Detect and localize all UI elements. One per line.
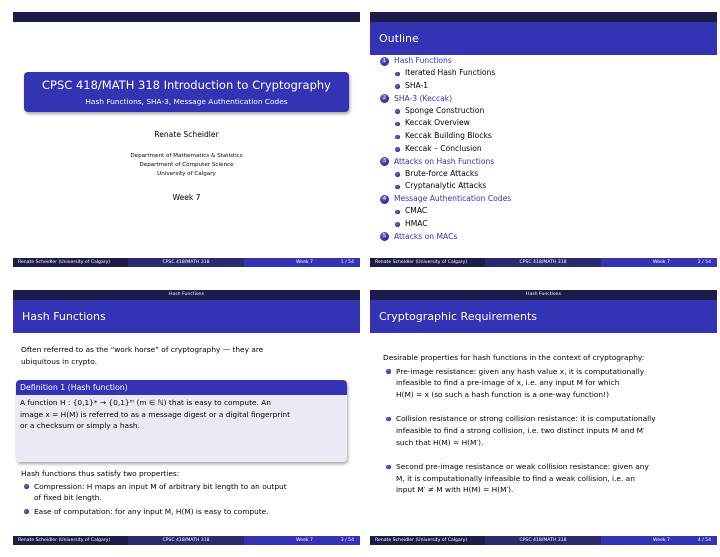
frame-title: Outline	[370, 22, 717, 55]
outline-subsection-label: Iterated Hash Functions	[405, 68, 496, 78]
week-label: Week 7	[172, 193, 201, 202]
footer-week: Week 7	[653, 260, 670, 265]
footer-author: Renate Scheidler (University of Calgary)	[370, 536, 485, 545]
bullet-icon	[386, 417, 391, 422]
properties-intro: Hash functions thus satisfy two properties:	[21, 469, 180, 478]
requirements-intro: Desirable properties for hash functions in the context of cryptography:	[383, 353, 645, 362]
bullet-line: infeasible to find a pre-image of x, i.e. any input M for which	[396, 378, 620, 388]
frame-title: Cryptographic Requirements	[370, 300, 717, 333]
properties-text	[21, 468, 351, 517]
outline-section-label: Attacks on Hash Functions	[394, 156, 495, 166]
bullet-line: Second pre-image resistance or weak collision resistance: given any	[396, 462, 649, 472]
outline-section-label: SHA-3 (Keccak)	[394, 93, 453, 103]
bullet-line: Collision resistance or strong collision resistance: it is computationally	[396, 414, 656, 424]
bullet-line: Pre-image resistance: given any hash value x, it is computationally	[396, 366, 645, 376]
outline-subsection-label: Keccak Building Blocks	[405, 131, 492, 141]
outline-subsection[interactable]	[380, 218, 710, 231]
subsection-bullet-icon	[395, 122, 400, 127]
intro-text	[21, 344, 351, 367]
outline-subsection[interactable]	[380, 105, 710, 118]
subsection-bullet-icon	[395, 147, 400, 152]
slide-crypto-requirements	[370, 290, 717, 545]
outline-subsection-label: SHA-1	[405, 80, 429, 90]
footer-author: Renate Scheidler (University of Calgary)	[370, 258, 485, 267]
section-header: Hash Functions	[370, 290, 717, 300]
slide-hash-functions	[13, 290, 360, 545]
definition-body	[16, 395, 347, 462]
slide-title	[13, 12, 360, 267]
outline-subsection-label: Cryptanalytic Attacks	[405, 181, 487, 191]
slide-outline	[370, 12, 717, 267]
intro-line-1: Often referred to as the “work horse” of cryptography — they are	[21, 345, 264, 354]
bullet-icon	[386, 465, 391, 470]
footer	[13, 258, 360, 267]
outline-subsection[interactable]	[380, 205, 710, 218]
outline-subsection[interactable]	[380, 80, 710, 93]
footer-week-page	[601, 536, 717, 545]
outline-subsection[interactable]	[380, 117, 710, 130]
outline-section[interactable]	[380, 93, 710, 105]
section-number-icon: 4	[380, 195, 389, 204]
subsection-bullet-icon	[395, 185, 400, 190]
footer	[13, 536, 360, 545]
outline-section[interactable]	[380, 193, 710, 205]
definition-line-3: or a checksum or simply a hash.	[20, 421, 140, 431]
footer-course: CPSC 418/MATH 318	[485, 258, 601, 267]
footer-course: CPSC 418/MATH 318	[128, 258, 244, 267]
bullet-icon	[24, 484, 29, 489]
footer-author: Renate Scheidler (University of Calgary)	[13, 536, 128, 545]
requirements-text	[383, 352, 713, 496]
section-number-icon: 3	[380, 157, 389, 166]
subsection-bullet-icon	[395, 84, 400, 89]
footer-author: Renate Scheidler (University of Calgary)	[13, 258, 128, 267]
subsection-bullet-icon	[395, 72, 400, 77]
footer-week: Week 7	[653, 538, 670, 543]
bullet-line: infeasible to find a strong collision, i.e. two distinct inputs M and M′	[396, 425, 645, 435]
outline-subsection-label: Sponge Construction	[405, 105, 485, 115]
footer-week-page	[244, 258, 360, 267]
footer	[370, 258, 717, 267]
bullet-preimage	[383, 366, 713, 401]
bullet-line: such that H(M) = H(M′).	[396, 437, 484, 447]
outline-subsection-label: HMAC	[405, 218, 428, 228]
outline-section[interactable]	[380, 156, 710, 168]
outline-subsection[interactable]	[380, 130, 710, 143]
department-math: Department of Mathematics & Statistics	[130, 153, 243, 159]
outline-subsection-label: Brute-force Attacks	[405, 168, 479, 178]
subsection-bullet-icon	[395, 135, 400, 140]
outline-subsection-label: Keccak – Conclusion	[405, 143, 482, 153]
outline-list	[380, 55, 710, 243]
footer-week-page	[244, 536, 360, 545]
bullet-line: of fixed bit length.	[34, 493, 102, 503]
top-bar	[370, 12, 717, 22]
author-name: Renate Scheidler	[154, 130, 219, 139]
department-cs: Department of Computer Science	[139, 162, 234, 168]
outline-section[interactable]	[380, 231, 710, 243]
definition-title: Definition 1 (Hash function)	[16, 380, 347, 395]
page-number: 3 / 54	[340, 538, 354, 543]
bullet-line: H(M) = x (so such a hash function is a one-way function!)	[396, 389, 609, 399]
definition-line-2: image x = H(M) is referred to as a message digest or a digital fingerprint	[20, 409, 290, 419]
outline-section-label: Attacks on MACs	[394, 231, 458, 241]
university: University of Calgary	[157, 171, 216, 177]
outline-section-label: Message Authentication Codes	[394, 194, 512, 204]
section-number-icon: 1	[380, 57, 389, 66]
top-bar	[13, 12, 360, 22]
footer-course: CPSC 418/MATH 318	[128, 536, 244, 545]
outline-section-label: Hash Functions	[394, 56, 452, 65]
definition-block	[16, 380, 347, 462]
subsection-bullet-icon	[395, 210, 400, 215]
presentation-subtitle: Hash Functions, SHA-3, Message Authentication Codes	[85, 97, 288, 106]
page-number: 2 / 54	[697, 260, 711, 265]
page-number: 1 / 54	[340, 260, 354, 265]
intro-line-2: ubiquitous in crypto.	[21, 356, 98, 366]
outline-subsection-label: Keccak Overview	[405, 118, 470, 128]
outline-subsection[interactable]	[380, 143, 710, 156]
bullet-ease	[21, 506, 351, 518]
page-number: 4 / 54	[697, 538, 711, 543]
outline-subsection[interactable]	[380, 180, 710, 193]
footer	[370, 536, 717, 545]
bullet-icon	[24, 509, 29, 514]
bullet-collision	[383, 413, 713, 448]
bullet-line: input M′ ≠ M with H(M) = H(M′).	[396, 485, 514, 495]
presentation-title: CPSC 418/MATH 318 Introduction to Cryptography	[42, 78, 331, 92]
outline-section[interactable]	[380, 55, 710, 67]
outline-subsection[interactable]	[380, 168, 710, 181]
outline-subsection[interactable]	[380, 67, 710, 80]
bullet-icon	[386, 369, 391, 374]
definition-line-1: A function H : {0,1}* → {0,1}ᵐ (m ∈ ℕ) that is easy to compute. An	[20, 398, 271, 407]
footer-course: CPSC 418/MATH 318	[485, 536, 601, 545]
footer-week: Week 7	[296, 538, 313, 543]
title-box	[24, 72, 349, 112]
bullet-line: M, it is computationally infeasible to find a weak collision, i.e. an	[396, 473, 635, 483]
subsection-bullet-icon	[395, 109, 400, 114]
section-number-icon: 5	[380, 232, 389, 241]
footer-week: Week 7	[296, 260, 313, 265]
frame-title: Hash Functions	[13, 300, 360, 333]
footer-week-page	[601, 258, 717, 267]
section-header: Hash Functions	[13, 290, 360, 300]
section-number-icon: 2	[380, 94, 389, 103]
subsection-bullet-icon	[395, 222, 400, 227]
bullet-compression	[21, 481, 351, 504]
bullet-second-preimage	[383, 461, 713, 496]
outline-subsection-label: CMAC	[405, 206, 428, 216]
subsection-bullet-icon	[395, 172, 400, 177]
bullet-line: Compression: H maps an input M of arbitrary bit length to an output	[34, 481, 287, 491]
bullet-line: Ease of computation: for any input M, H(M) is easy to compute.	[34, 506, 269, 516]
